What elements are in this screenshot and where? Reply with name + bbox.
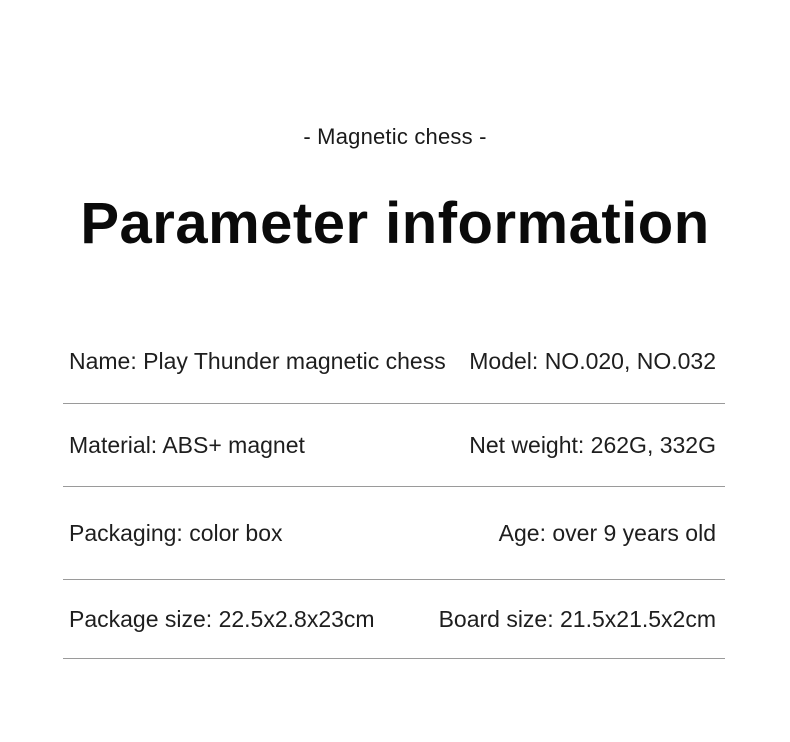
parameter-package-size: Package size: 22.5x2.8x23cm — [69, 605, 375, 632]
parameter-material: Material: ABS+ magnet — [69, 431, 305, 458]
page-title: Parameter information — [80, 191, 710, 256]
parameter-table — [63, 320, 725, 659]
parameter-net-weight: Net weight: 262G, 332G — [469, 431, 716, 458]
parameter-packaging: Packaging: color box — [69, 519, 283, 546]
parameter-board-size: Board size: 21.5x21.5x2cm — [438, 605, 716, 632]
parameter-row-packaging-age — [63, 487, 725, 580]
parameter-row-sizes — [63, 580, 725, 659]
section-subtitle: - Magnetic chess - — [303, 124, 487, 149]
parameter-model: Model: NO.020, NO.032 — [469, 348, 716, 374]
parameter-name: Name: Play Thunder magnetic chess — [69, 348, 446, 374]
parameter-age: Age: over 9 years old — [498, 519, 716, 546]
parameter-row-name-model — [63, 320, 725, 404]
parameter-row-material-weight — [63, 404, 725, 487]
